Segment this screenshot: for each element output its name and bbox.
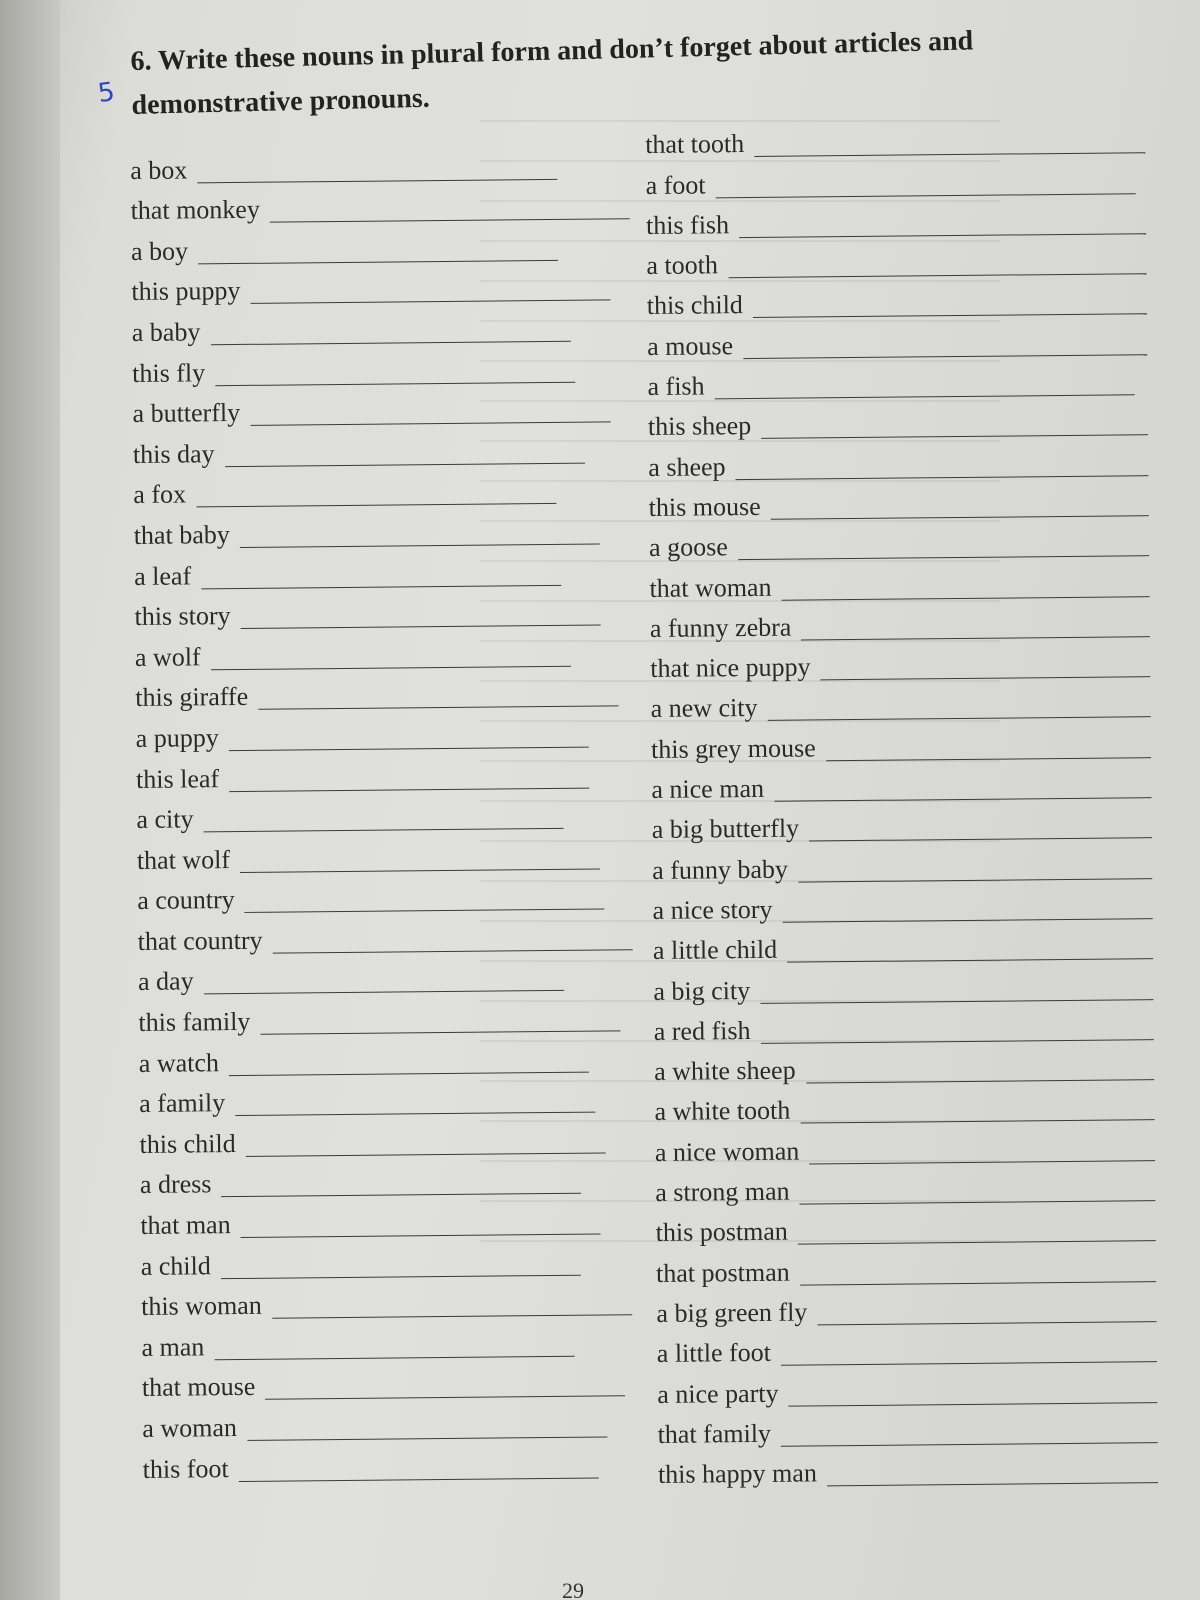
exercise-item (648, 397, 1148, 442)
noun-phrase: a red fish (653, 1015, 751, 1046)
page-number: 29 (562, 1578, 584, 1600)
noun-phrase: a nice story (652, 894, 773, 925)
exercise-item (138, 993, 638, 1038)
exercise-item (134, 506, 634, 551)
noun-phrase: a puppy (135, 723, 219, 753)
exercise-item (652, 800, 1152, 845)
exercise-item (650, 679, 1150, 724)
noun-phrase: that man (140, 1210, 231, 1240)
noun-phrase: a woman (142, 1413, 238, 1443)
noun-phrase: a butterfly (132, 398, 241, 429)
noun-phrase: this woman (141, 1291, 262, 1322)
noun-phrase: this leaf (135, 763, 220, 794)
noun-phrase: this sheep (647, 411, 752, 442)
noun-phrase: this puppy (131, 276, 241, 307)
exercise-title: Write these nouns in plural form and don’t forget about articles and demonstrative pronouns. (131, 25, 974, 121)
noun-phrase: a boy (130, 236, 189, 266)
noun-phrase: a country (137, 885, 235, 916)
exercise-item (656, 1284, 1156, 1329)
handwritten-grade-mark: 5 (95, 76, 117, 110)
exercise-item (133, 465, 633, 510)
exercise-item (137, 871, 637, 916)
exercise-item (141, 1236, 641, 1281)
noun-phrase: that baby (133, 519, 230, 550)
noun-phrase: this story (134, 601, 231, 632)
noun-phrase: a city (136, 804, 194, 835)
noun-phrase: that mouse (141, 1372, 256, 1403)
answer-blank-line[interactable] (827, 1482, 1158, 1486)
noun-phrase: a wolf (134, 642, 201, 672)
exercise-item (136, 790, 636, 835)
noun-phrase: this fish (645, 210, 730, 240)
exercise-item (647, 357, 1147, 402)
noun-phrase: a little child (652, 935, 778, 966)
exercise-item (141, 1317, 641, 1362)
noun-phrase: a man (141, 1332, 205, 1362)
exercise-item (655, 1163, 1155, 1208)
noun-phrase: this child (139, 1128, 236, 1159)
exercise-item (650, 639, 1150, 684)
noun-phrase: a new city (650, 693, 758, 724)
noun-phrase: that family (657, 1418, 772, 1449)
noun-phrase: a mouse (647, 330, 734, 361)
exercise-heading (130, 16, 1132, 128)
noun-phrase: a sheep (648, 451, 726, 482)
noun-phrase: this family (138, 1006, 251, 1038)
left-column (130, 140, 643, 1484)
noun-phrase: a box (130, 155, 188, 185)
noun-phrase: this fly (132, 357, 206, 388)
noun-phrase: a nice party (657, 1378, 779, 1409)
noun-phrase: a white tooth (654, 1096, 791, 1127)
exercise-item (135, 627, 635, 672)
exercise-number: 6. (130, 45, 152, 77)
exercise-item (140, 1196, 640, 1241)
noun-phrase: that nice puppy (650, 652, 811, 684)
noun-phrase: a fish (647, 371, 705, 402)
exercise-item (654, 1042, 1154, 1087)
exercise-item (138, 952, 638, 997)
noun-phrase: a funny baby (652, 854, 789, 885)
noun-phrase: a funny zebra (649, 612, 792, 643)
exercise-item (654, 1002, 1154, 1047)
exercise-item (135, 708, 635, 753)
noun-phrase: that wolf (136, 844, 231, 875)
exercise-item (657, 1405, 1157, 1450)
noun-phrase: a nice man (651, 773, 765, 805)
exercise-item (142, 1358, 642, 1403)
exercise-item (653, 961, 1153, 1006)
exercise-item (647, 317, 1147, 362)
exercise-item (649, 558, 1149, 603)
exercise-item (141, 1277, 641, 1322)
exercise-item (134, 546, 634, 591)
noun-phrase: that woman (649, 572, 772, 603)
noun-phrase: a nice woman (654, 1136, 800, 1167)
noun-phrase: a dress (139, 1169, 212, 1200)
exercise-item (645, 155, 1145, 200)
exercise-item (655, 1203, 1155, 1248)
exercise-item (654, 1082, 1154, 1127)
exercise-item (648, 478, 1148, 523)
noun-phrase: a big city (653, 975, 751, 1006)
exercise-item (133, 424, 633, 469)
exercise-item (140, 1155, 640, 1200)
noun-phrase: a foot (645, 170, 706, 200)
exercise-item (651, 760, 1151, 805)
exercise-item (649, 518, 1149, 563)
exercise-item (136, 749, 636, 794)
exercise-item (139, 1114, 639, 1159)
exercise-item (131, 262, 631, 307)
exercise-item (650, 599, 1150, 644)
noun-phrase: that postman (655, 1257, 790, 1288)
answer-blank-line[interactable] (239, 1477, 599, 1481)
noun-phrase: this giraffe (135, 682, 249, 713)
noun-phrase: a white sheep (653, 1055, 796, 1087)
exercise-item (645, 115, 1145, 160)
noun-phrase: a fox (133, 479, 187, 510)
noun-phrase: a little foot (656, 1338, 772, 1369)
exercise-item (142, 1439, 642, 1484)
exercise-item (653, 921, 1153, 966)
exercise-item (657, 1364, 1157, 1409)
noun-phrase: this day (132, 438, 215, 469)
exercise-item (137, 911, 637, 956)
noun-phrase: a goose (648, 532, 728, 563)
exercise-item (142, 1399, 642, 1444)
noun-phrase: a baby (131, 317, 201, 347)
noun-phrase: a leaf (133, 560, 192, 591)
noun-phrase: that monkey (130, 194, 261, 226)
exercise-item (139, 1033, 639, 1078)
exercise-item (658, 1445, 1158, 1490)
exercise-item (657, 1324, 1157, 1369)
exercise-item (132, 384, 632, 429)
noun-phrase: a big butterfly (651, 813, 800, 845)
exercise-item (132, 343, 632, 388)
exercise-item (130, 181, 630, 226)
exercise-item (132, 303, 632, 348)
noun-phrase: this happy man (657, 1458, 818, 1490)
exercise-item (131, 221, 631, 266)
noun-phrase: a family (139, 1088, 226, 1119)
noun-phrase: this postman (655, 1216, 788, 1248)
exercise-item (652, 841, 1152, 886)
noun-phrase: a child (140, 1250, 211, 1281)
noun-phrase: this foot (142, 1453, 229, 1484)
exercise-item (652, 881, 1152, 926)
exercise-item (130, 140, 630, 185)
noun-phrase: a tooth (646, 250, 719, 281)
right-column (645, 115, 1158, 1490)
exercise-item (656, 1243, 1156, 1288)
noun-phrase: a strong man (655, 1176, 790, 1207)
exercise-item (135, 668, 635, 713)
noun-phrase: a watch (138, 1047, 220, 1078)
exercise-item (646, 236, 1146, 281)
exercise-item (646, 196, 1146, 241)
noun-phrase: that country (137, 925, 263, 956)
exercise-item (651, 720, 1151, 765)
noun-phrase: a day (137, 966, 194, 997)
exercise-item (134, 587, 634, 632)
book-spine-shadow (0, 0, 60, 1600)
exercise-item (139, 1074, 639, 1119)
exercise-item (647, 276, 1147, 321)
noun-phrase: this mouse (648, 491, 761, 522)
noun-phrase: a big green fly (656, 1297, 808, 1328)
exercise-item (648, 438, 1148, 483)
noun-phrase: that tooth (645, 129, 745, 160)
exercise-item (137, 830, 637, 875)
noun-phrase: this grey mouse (650, 733, 816, 764)
noun-phrase: this child (646, 290, 743, 321)
exercise-item (655, 1123, 1155, 1168)
